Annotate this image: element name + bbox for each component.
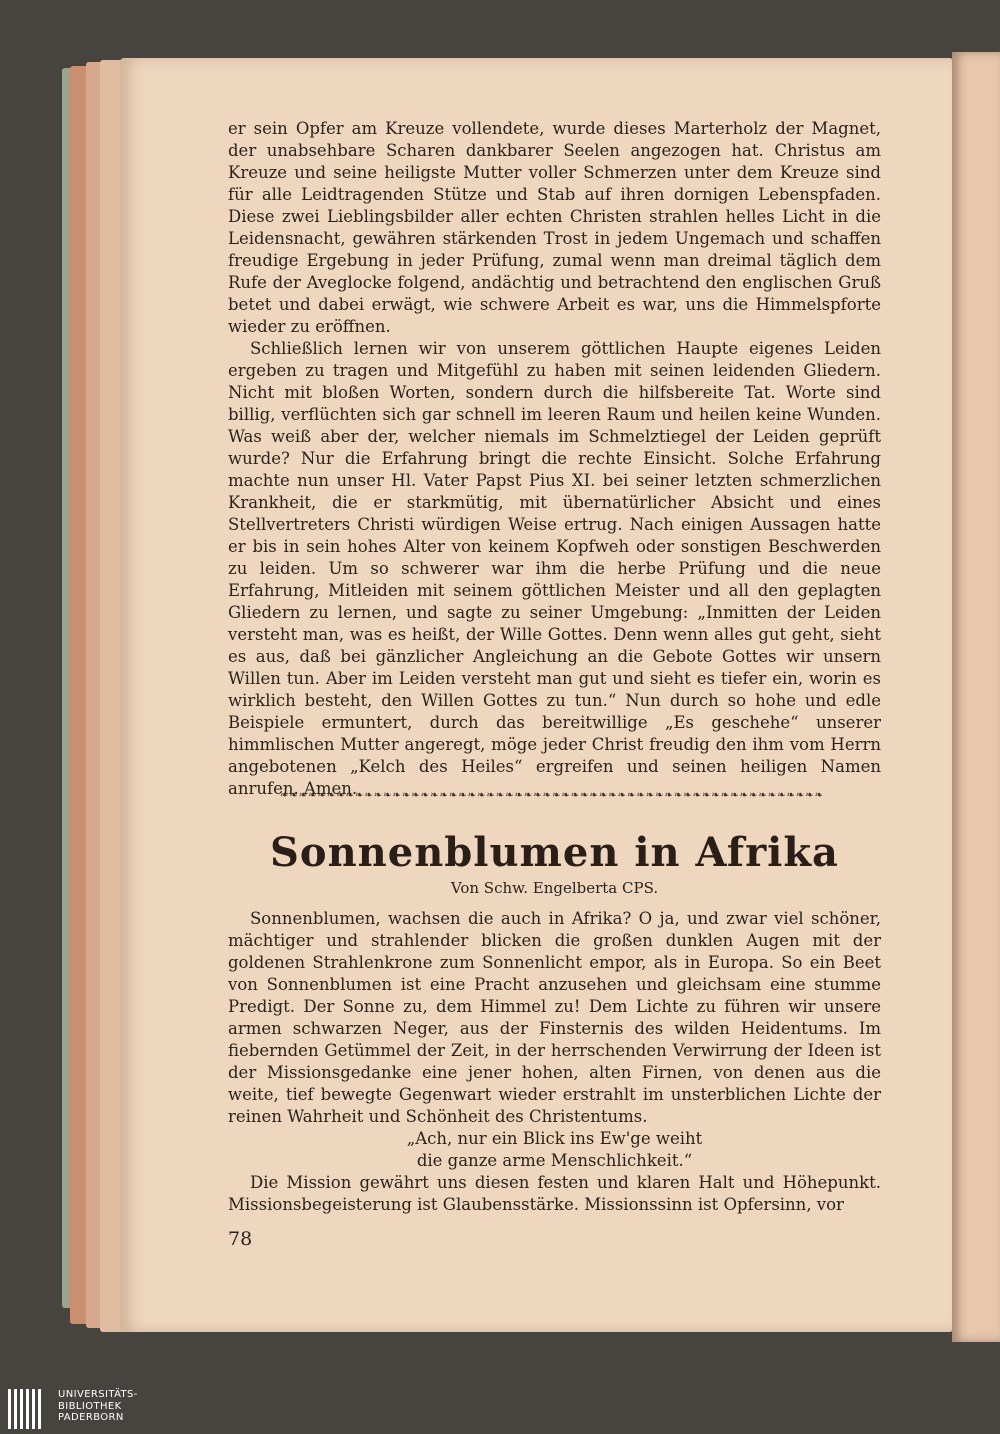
paragraph: Sonnenblumen, wachsen die auch in Afrika? O ja, und zwar viel schöner, mächtiger und strahlender blicken die großen dunklen Augen mit der goldenen Strahlenkrone zum Sonnenlicht empor, als in Europa. So ein Beet von Sonnenblumen ist eine Pracht anzusehen und gleichsam eine stumme Predigt. Der Sonne zu, dem Himmel zu! Dem Lichte zu führen wir unsere armen schwarzen Neger, aus der Finsternis des wilden Heidentums. Im fiebernden Getümmel der Zeit, in der herrschenden Verwirrung der Ideen ist der Missionsgedanke eine jener hohen, alten Firnen, von denen aus die weite, tief bewegte Gegenwart wieder erstrahlt im unsterblichen Lichte der reinen Wahrheit und Schönheit des Christentums. — [228, 909, 881, 1126]
quote-line: „Ach, nur ein Blick ins Ew'ge weiht — [406, 1129, 703, 1148]
article-title: Sonnenblumen in Afrika — [270, 829, 839, 876]
facing-page-edge — [952, 52, 1000, 1342]
article-continuation — [228, 118, 881, 800]
library-name-line: BIBLIOTHEK — [58, 1400, 122, 1412]
article-body — [228, 908, 881, 1216]
paragraph: Schließlich lernen wir von unserem göttlichen Haupte eigenes Leiden ergeben zu tragen und Mitgefühl zu haben mit seinen leidenden Gliedern. Nicht mit bloßen Worten, sondern durch die hilfsbereite Tat. Worte sind billig, verflüchten sich gar schnell im leeren Raum und heilen keine Wunden. Was weiß aber der, welcher niemals im Schmelztiegel der Leiden geprüft wurde? Nur die Erfahrung bringt die rechte Einsicht. Solche Erfahrung machte nun unser Hl. Vater Papst Pius XI. bei seiner letzten schmerzlichen Krankheit, die er starkmütig, mit übernatürlicher Absicht und eines Stellvertreters Christi würdigen Weise ertrug. Nach einigen Aussagen hatte er bis in sein hohes Alter von keinem Kopfweh oder sonstigen Beschwerden zu leiden. Um so schwerer war ihm die herbe Prüfung und die neue Erfahrung, Mitleiden mit seinem göttlichen Meister und all den geplagten Gliedern zu lernen, und sagte zu seiner Umgebung: „Inmitten der Leiden versteht man, was es heißt, der Wille Gottes. Denn wenn alles gut geht, sieht es aus, daß bei gänzlicher Angleichung an die Gebote Gottes wir unsern Willen tun. Aber im Leiden versteht man gut und sieht es tiefer ein, worin es wirklich besteht, den Willen Gottes zu tun.“ Nun durch so hohe und edle Beispiele ermuntert, durch das bereitwillige „Es geschehe“ unserer himmlischen Mutter angeregt, möge jeder Christ freudig den ihm vom Herrn angebotenen „Kelch des Heiles“ ergreifen und seinen heiligen Namen anrufen. Amen. — [228, 339, 881, 798]
page-number: 78 — [228, 1228, 253, 1250]
library-logo-icon — [8, 1389, 48, 1429]
paragraph: Die Mission gewährt uns diesen festen und klaren Halt und Höhepunkt. Missionsbegeisterung ist Glaubensstärke. Missionssinn ist Opfersinn, vor — [228, 1173, 881, 1214]
library-name — [58, 1389, 138, 1424]
article-byline: Von Schw. Engelberta CPS. — [450, 879, 659, 897]
footer-bar — [0, 1384, 1000, 1434]
library-name-line: UNIVERSITÄTS- — [58, 1389, 138, 1400]
paragraph: er sein Opfer am Kreuze vollendete, wurde dieses Marterholz der Magnet, der unabsehbare Scharen dankbarer Seelen angezogen hat. Christus am Kreuze und seine heiligste Mutter voller Schmerzen unter dem Kreuze sind für alle Leidtragenden Stütze und Stab auf ihren dornigen Lebenspfaden. Diese zwei Lieblingsbilder aller echten Christen strahlen helles Licht in die Leidensnacht, gewähren stärkenden Trost in jedem Ungemach und schaffen freudige Ergebung in jeder Prüfung, zumal wenn man dreimal täglich dem Rufe der Aveglocke folgend, andächtig und betrachtend den englischen Gruß betet und dabei erwägt, wie schwere Arbeit es war, uns die Himmelspforte wieder zu eröffnen. — [228, 119, 881, 336]
library-name-line: PADERBORN — [58, 1412, 124, 1423]
ornamental-divider: ❧❧❧❧❧❧❧❧❧❧❧❧❧❧❧❧❧❧❧❧❧❧❧❧❧❧❧❧❧❧❧❧❧❧❧❧❧❧❧❧❧❧❧❧❧❧❧❧❧❧❧❧❧❧❧❧❧❧ — [280, 790, 824, 801]
quote-line: die ganze arme Menschlichkeit.“ — [416, 1151, 693, 1170]
